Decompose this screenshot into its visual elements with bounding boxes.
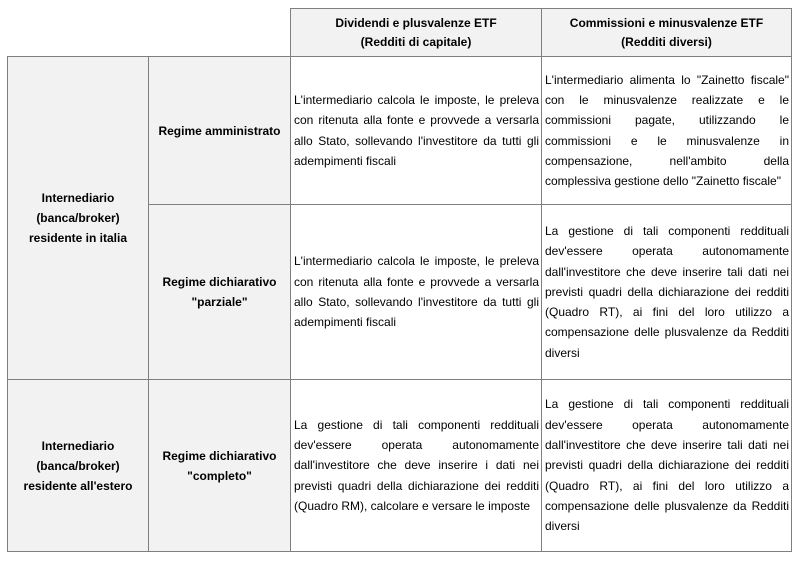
regime-completo [149,380,291,552]
cell-amministrato-commissioni: L'intermediario alimenta lo "Zainetto fiscale" con le minusvalenze realizzate e le commissioni pagate, utilizzando le commissioni e le minusvalenze in compensazione, nell'ambito della complessiva gestione dello "Zainetto fiscale" [542,57,792,205]
group-foreign-line1: Internediario [41,438,115,453]
group-foreign-line2: (banca/broker) [36,458,120,473]
table-row [8,57,792,205]
header-row [8,9,792,57]
group-resident-line3: residente in italia [28,231,128,245]
header-dividendi-title: Dividendi e plusvalenze ETF [335,15,497,30]
regime-parziale-line2: "parziale" [191,295,248,309]
group-resident-estero [8,380,149,552]
tax-regime-table [7,8,792,552]
header-dividendi [291,9,542,57]
cell-amministrato-dividendi: L'intermediario calcola le imposte, le preleva con ritenuta alla fonte e provvede a versarla allo Stato, sollevando l'investitore da tutti gli adempimenti fiscali [291,57,542,205]
group-resident-italia [8,57,149,380]
header-dividendi-subtitle: (Redditi di capitale) [360,34,472,49]
regime-parziale-line1: Regime dichiarativo [162,275,277,289]
header-commissioni [542,9,792,57]
group-resident-line2: (banca/broker) [36,211,120,225]
regime-completo-line2: "completo" [187,468,252,483]
cell-parziale-commissioni: La gestione di tali componenti reddituali dev'essere operata autonomamente dall'investitore che deve inserire tali dati nei previsti quadri della dichiarazione dei redditi (Quadro RT), ai fini del loro utilizzo a compensazione delle plusvalenze da Redditi diversi [542,205,792,380]
regime-parziale [149,205,291,380]
cell-parziale-dividendi: L'intermediario calcola le imposte, le preleva con ritenuta alla fonte e provvede a versarla allo Stato, sollevando l'investitore da tutti gli adempimenti fiscali [291,205,542,380]
regime-completo-line1: Regime dichiarativo [162,448,277,463]
table-row [8,380,792,552]
group-foreign-line3: residente all'estero [23,478,133,493]
group-resident-line1: Internediario [41,191,115,205]
empty-corner [8,9,291,57]
regime-amministrato [149,57,291,205]
cell-completo-dividendi: La gestione di tali componenti reddituali dev'essere operata autonomamente dall'investitore che deve inserire i dati nei previsti quadri della dichiarazione dei redditi (Quadro RM), calcolare e versare le imposte [291,380,542,552]
header-commissioni-title: Commissioni e minusvalenze ETF [569,15,764,30]
cell-completo-commissioni: La gestione di tali componenti reddituali dev'essere operata autonomamente dall'investitore che deve inserire tali dati nei previsti quadri della dichiarazione dei redditi (Quadro RT), ai fini del loro utilizzo a compensazione delle plusvalenze da Redditi diversi [542,380,792,552]
regime-amministrato-label: Regime amministrato [158,123,281,138]
header-commissioni-subtitle: (Redditi diversi) [621,34,712,49]
